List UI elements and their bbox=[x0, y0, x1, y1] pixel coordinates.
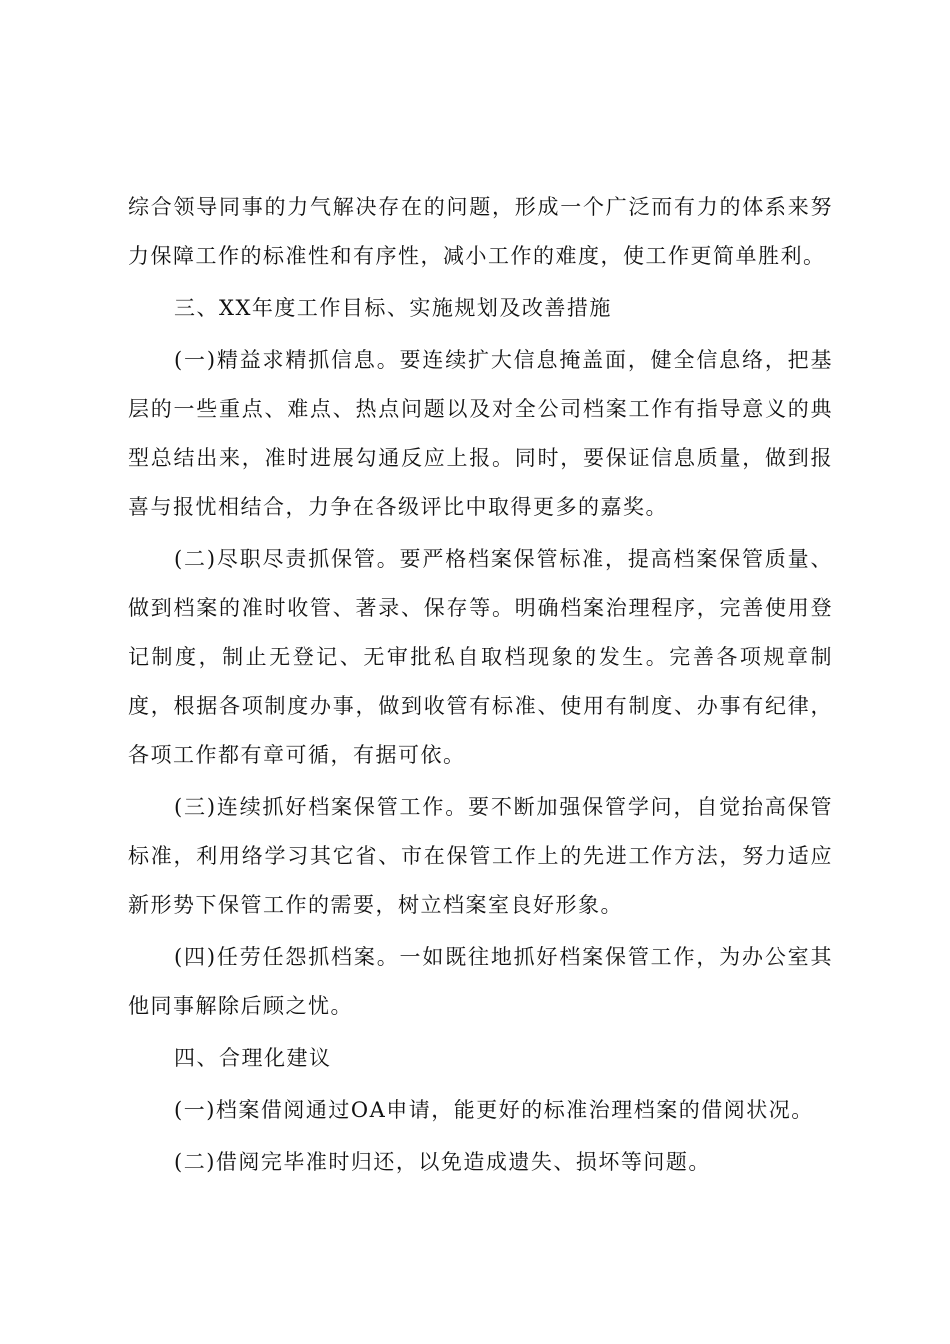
section-heading-4: 四、合理化建议 bbox=[174, 1046, 332, 1070]
section-heading-3: 三、XX年度工作目标、实施规划及改善措施 bbox=[174, 296, 612, 320]
paragraph-item-3: (三)连续抓好档案保管工作。要不断加强保管学问，自觉抬高保管标准，利用络学习其它省、市在保管工作上的先进工作方法，努力适应新形势下保管工作的需要，树立档案室良好形象。 bbox=[128, 795, 833, 917]
suggestion-item-1: (一)档案借阅通过OA申请，能更好的标准治理档案的借阅状况。 bbox=[174, 1098, 814, 1122]
suggestion-item-2: (二)借阅完毕准时归还，以免造成遗失、损坏等问题。 bbox=[174, 1150, 711, 1174]
paragraph-item-4: (四)任劳任怨抓档案。一如既往地抓好档案保管工作，为办公室其他同事解除后顾之忧。 bbox=[128, 945, 833, 1018]
document-body bbox=[128, 183, 833, 1187]
paragraph-item-2: (二)尽职尽责抓保管。要严格档案保管标准，提高档案保管质量、做到档案的准时收管、著录、保存等。明确档案治理程序，完善使用登记制度，制止无登记、无审批私自取档现象的发生。完善各项规章制度，根据各项制度办事，做到收管有标准、使用有制度、办事有纪律，各项工作都有章可循，有据可依。 bbox=[128, 547, 833, 767]
paragraph-continuation: 综合领导同事的力气解决存在的问题，形成一个广泛而有力的体系来努力保障工作的标准性和有序性，减小工作的难度，使工作更简单胜利。 bbox=[128, 195, 833, 268]
paragraph-item-1: (一)精益求精抓信息。要连续扩大信息掩盖面，健全信息络，把基层的一些重点、难点、热点问题以及对全公司档案工作有指导意义的典型总结出来，准时进展勾通反应上报。同时，要保证信息质量，做到报喜与报忧相结合，力争在各级评比中取得更多的嘉奖。 bbox=[128, 348, 833, 519]
